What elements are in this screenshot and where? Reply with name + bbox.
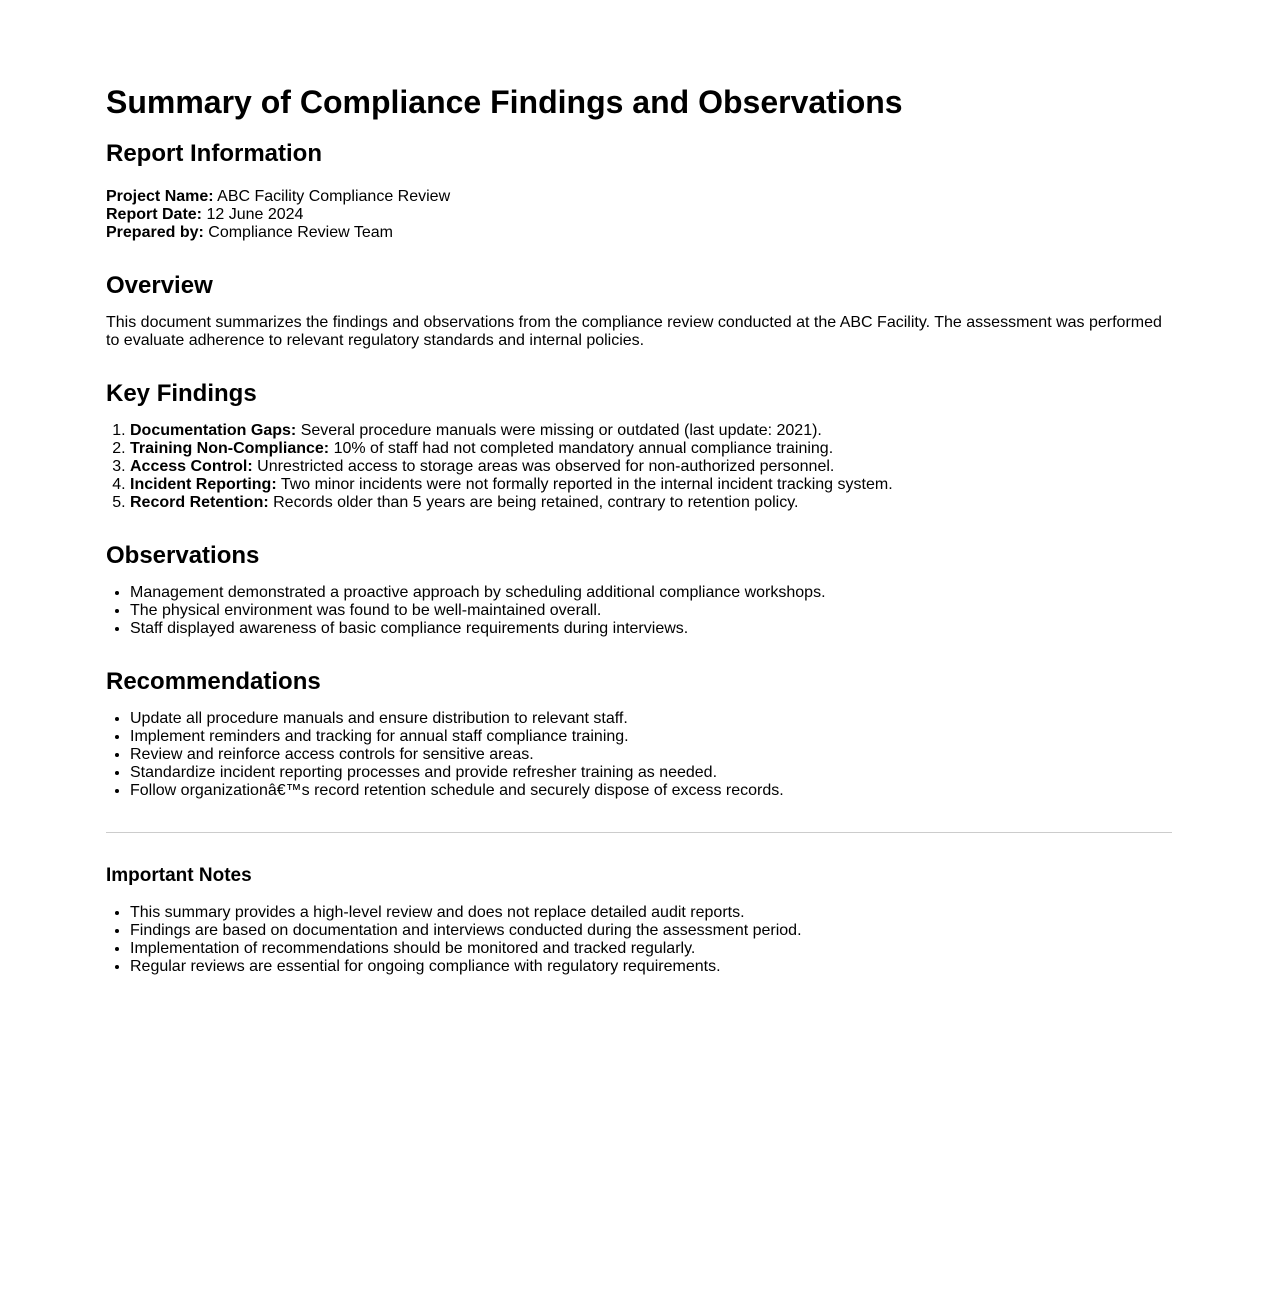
finding-item bbox=[130, 458, 1172, 476]
page-title: Summary of Compliance Findings and Observations bbox=[106, 84, 903, 120]
document-page bbox=[106, 0, 1172, 976]
report-information bbox=[106, 188, 1172, 242]
recommendation-item: • Implement reminders and tracking for annual staff compliance training. bbox=[130, 728, 1172, 746]
info-value: 12 June 2024 bbox=[206, 206, 304, 223]
info-value: ABC Facility Compliance Review bbox=[217, 188, 451, 205]
observation-item: • The physical environment was found to be well-maintained overall. bbox=[130, 602, 1172, 620]
note-item: • Findings are based on documentation and interviews conducted during the assessment period. bbox=[130, 922, 1172, 940]
finding-label: Documentation Gaps: bbox=[130, 422, 297, 439]
finding-item bbox=[130, 476, 1172, 494]
important-notes-list bbox=[106, 904, 1172, 976]
observation-item: • Staff displayed awareness of basic compliance requirements during interviews. bbox=[130, 620, 1172, 638]
observations-heading: Observations bbox=[106, 542, 260, 569]
overview-paragraph: This document summarizes the findings and observations from the compliance review conducted at the ABC Facility. The assessment was performed to evaluate adherence to relevant regulatory standards and internal policies. bbox=[106, 314, 1162, 349]
note-item: • Implementation of recommendations should be monitored and tracked regularly. bbox=[130, 940, 1172, 958]
observation-item: • Management demonstrated a proactive approach by scheduling additional compliance workshops. bbox=[130, 584, 1172, 602]
info-row-prepared-by bbox=[106, 224, 1172, 242]
info-label: Project Name: bbox=[106, 188, 214, 205]
info-value: Compliance Review Team bbox=[208, 224, 393, 241]
recommendation-item: • Review and reinforce access controls for sensitive areas. bbox=[130, 746, 1172, 764]
observations-list bbox=[106, 584, 1172, 638]
finding-text: Several procedure manuals were missing or outdated (last update: 2021). bbox=[300, 422, 822, 439]
section-divider bbox=[106, 832, 1172, 833]
overview-heading: Overview bbox=[106, 272, 213, 299]
recommendations-list bbox=[106, 710, 1172, 800]
finding-text: 10% of staff had not completed mandatory annual compliance training. bbox=[333, 440, 834, 457]
recommendation-item: • Follow organizationâ€™s record retention schedule and securely dispose of excess records. bbox=[130, 782, 1172, 800]
finding-label: Record Retention: bbox=[130, 494, 269, 511]
finding-text: Unrestricted access to storage areas was observed for non-authorized personnel. bbox=[257, 458, 835, 475]
info-label: Prepared by: bbox=[106, 224, 204, 241]
recommendations-heading: Recommendations bbox=[106, 668, 321, 695]
finding-text: Records older than 5 years are being retained, contrary to retention policy. bbox=[273, 494, 799, 511]
note-item: • This summary provides a high-level review and does not replace detailed audit reports. bbox=[130, 904, 1172, 922]
report-information-heading: Report Information bbox=[106, 140, 322, 167]
key-findings-heading: Key Findings bbox=[106, 380, 257, 407]
info-label: Report Date: bbox=[106, 206, 203, 223]
finding-item bbox=[130, 422, 1172, 440]
important-notes-heading: Important Notes bbox=[106, 865, 252, 886]
finding-label: Incident Reporting: bbox=[130, 476, 277, 493]
recommendation-item: • Standardize incident reporting processes and provide refresher training as needed. bbox=[130, 764, 1172, 782]
key-findings-list bbox=[106, 422, 1172, 512]
finding-label: Training Non-Compliance: bbox=[130, 440, 330, 457]
info-row-project-name bbox=[106, 188, 1172, 206]
finding-item bbox=[130, 494, 1172, 512]
note-item: • Regular reviews are essential for ongoing compliance with regulatory requirements. bbox=[130, 958, 1172, 976]
finding-label: Access Control: bbox=[130, 458, 253, 475]
finding-text: Two minor incidents were not formally reported in the internal incident tracking system. bbox=[280, 476, 893, 493]
finding-item bbox=[130, 440, 1172, 458]
recommendation-item: • Update all procedure manuals and ensure distribution to relevant staff. bbox=[130, 710, 1172, 728]
info-row-report-date bbox=[106, 206, 1172, 224]
